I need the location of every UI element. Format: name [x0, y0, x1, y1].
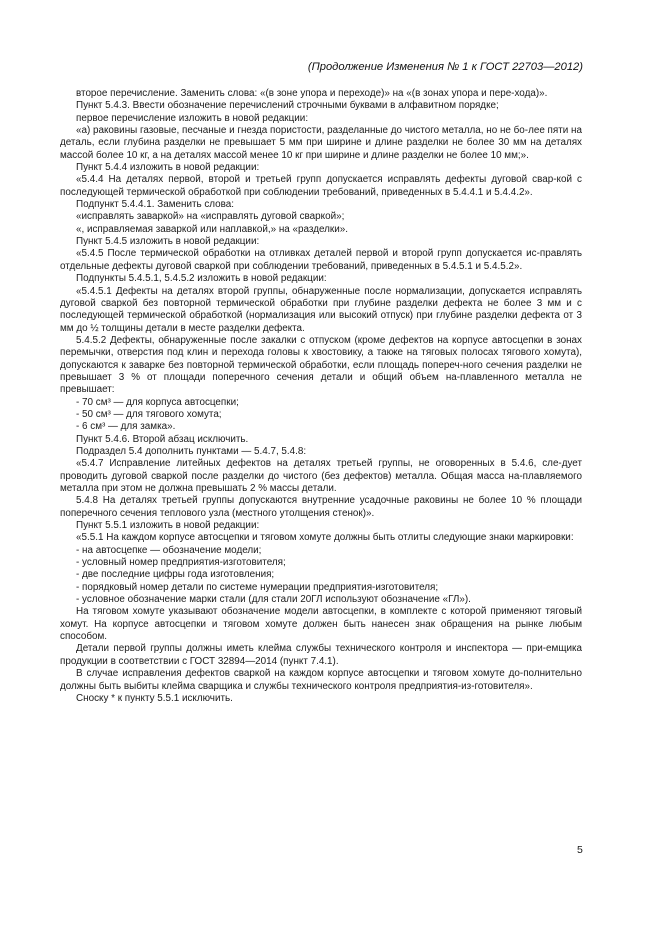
list-item: - условный номер предприятия-изготовителя; — [76, 557, 286, 569]
paragraph: 5.4.5.2 Дефекты, обнаруженные после закалки с отпуском (кроме дефектов на корпусе автосцепки в зонах перемычки, отверстия под клин и перехода головы к хвостовику, а также на тяговых полосах тягового хомута), допускаются к заварке без повторной термической обработки, если площадь попереч-ного сечения разделки не превышает 3 % от площади поперечного сечения детали и общий объем на-плавленного металла не превышает: — [60, 334, 582, 396]
list-item: - 6 см³ — для замка». — [76, 421, 176, 433]
paragraph: Пункт 5.4.3. Ввести обозначение перечислений строчными буквами в алфавитном порядке; — [76, 100, 499, 112]
paragraph: Сноску * к пункту 5.5.1 исключить. — [76, 692, 233, 704]
paragraph: 5.4.8 На деталях третьей группы допускаются внутренние усадочные раковины не более 10 % площади поперечного сечения теплового узла (местного утолщения стенок)». — [60, 495, 582, 519]
paragraph: Пункт 5.4.6. Второй абзац исключить. — [76, 433, 249, 445]
paragraph: «исправлять заваркой» на «исправлять дуговой сваркой»; — [76, 211, 345, 223]
paragraph: Пункт 5.4.5 изложить в новой редакции: — [76, 236, 260, 248]
paragraph: первое перечисление изложить в новой редакции: — [76, 112, 309, 124]
paragraph: Подпункты 5.4.5.1, 5.4.5.2 изложить в новой редакции: — [76, 273, 327, 285]
paragraph: В случае исправления дефектов сваркой на каждом корпусе автосцепки и тяговом хомуте до-полнительно должны быть выбиты клейма сварщика и службы технического контроля предприятия-из-готовителя». — [60, 668, 582, 692]
list-item: - условное обозначение марки стали (для стали 20ГЛ используют обозначение «ГЛ»). — [76, 594, 471, 606]
paragraph: «а) раковины газовые, песчаные и гнезда пористости, разделанные до чистого металла, но не бо-лее пяти на деталь, если глубина разделки не превышает 5 мм при ширине и длине разделки не более 30 мм на деталях массой более 10 кг, а на деталях массой менее 10 кг при ширине и длине разделки не более 10 мм;». — [60, 125, 582, 161]
paragraph: Подпункт 5.4.4.1. Заменить слова: — [76, 199, 235, 211]
paragraph: второе перечисление. Заменить слова: «(в зоне упора и переходе)» на «(в зонах упора и пере-хода)». — [76, 88, 548, 99]
paragraph: «5.5.1 На каждом корпусе автосцепки и тяговом хомуте должны быть отлиты следующие знаки маркировки: — [76, 532, 574, 544]
paragraph: «5.4.5.1 Дефекты на деталях второй группы, обнаруженные после нормализации, допускается исправлять дуговой сваркой без повторной термической обработки при глубине разделки дефекта не более 3 мм и с последующей термической обработкой (нормализация или высокий отпуск) при глубине разделки дефекта от 3 мм до ½ толщины детали в месте разделки дефекта. — [60, 285, 582, 334]
paragraph: Подраздел 5.4 дополнить пунктами — 5.4.7, 5.4.8: — [76, 445, 307, 457]
paragraph: Пункт 5.4.4 изложить в новой редакции: — [76, 162, 260, 174]
paragraph: Детали первой группы должны иметь клейма службы технического контроля и инспектора — при-емщика продукции в соответствии с ГОСТ 32894—2014 (пункт 7.4.1). — [60, 643, 582, 667]
list-item: - 70 см³ — для корпуса автосцепки; — [76, 396, 239, 408]
paragraph: Пункт 5.5.1 изложить в новой редакции: — [76, 520, 260, 532]
page-number: 5 — [577, 844, 583, 856]
paragraph: «5.4.4 На деталях первой, второй и третьей групп допускается исправлять дефекты дуговой свар-кой с последующей термической обработкой при соблюдении требований, приведенных в 5.4.4.1 и 5.4.4.2». — [60, 174, 582, 198]
page-header: (Продолжение Изменения № 1 к ГОСТ 22703—2012) — [307, 61, 583, 73]
document-body — [60, 88, 582, 705]
paragraph: «5.4.7 Исправление литейных дефектов на деталях третьей группы, не оговоренных в 5.4.6, сле-дует проводить дуговой сваркой после разделки до чистого (без дефектов) металла. Общая масса на-плавляемого металла при этом не должна превышать 2 % массы детали. — [60, 458, 582, 494]
paragraph: «, исправляемая заваркой или наплавкой,» на «разделки». — [76, 223, 348, 235]
list-item: - на автосцепке — обозначение модели; — [76, 544, 262, 556]
paragraph: «5.4.5 После термической обработки на отливках деталей первой и второй групп допускается ис-правлять отдельные дефекты дуговой сваркой при соблюдении требований, приведенных в 5.4.5.1 и 5.4.5.2». — [60, 248, 582, 272]
list-item: - 50 см³ — для тягового хомута; — [76, 408, 222, 420]
paragraph: На тяговом хомуте указывают обозначение модели автосцепки, в комплекте с которой применяют тяговый хомут. На корпусе автосцепки и тяговом хомуте должен быть нанесен знак обращения на рынке любым способом. — [60, 606, 582, 643]
list-item: - порядковый номер детали по системе нумерации предприятия-изготовителя; — [76, 581, 439, 593]
list-item: - две последние цифры года изготовления; — [76, 569, 275, 581]
